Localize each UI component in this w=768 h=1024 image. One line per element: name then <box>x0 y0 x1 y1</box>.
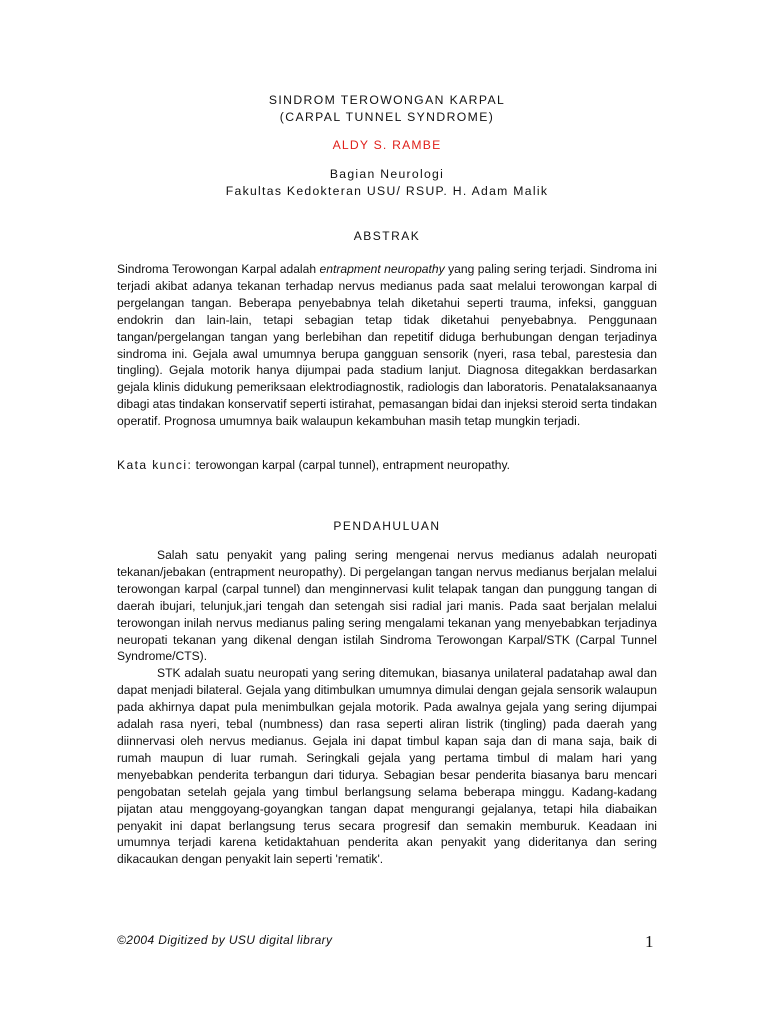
affiliation <box>117 166 657 200</box>
abstract-text-rest: yang paling sering terjadi. Sindroma ini terjadi akibat adanya tekanan terhadap nervus medianus pada saat melalui terowongan karpal di pergelangan tangan. Beberapa penyebabnya telah diketahui seperti trauma, infeksi, gangguan endokrin dan lain-lain, tetapi sebagian tetap tidak diketahui penyebabnya. Penggunaan tangan/pergelangan tangan yang berlebihan dan repetitif diduga berhubungan dengan terjadinya sindroma ini. Gejala awal umumnya berupa gangguan sensorik (nyeri, rasa tebal, parestesia dan tingling). Gejala motorik hanya dijumpai pada stadium lanjut. Diagnosa ditegakkan berdasarkan gejala klinis didukung pemeriksaan elektrodiagnostik, radiologis dan laboratoris. Penatalaksanaanya dibagi atas tindakan konservatif seperti istirahat, pemasangan bidai dan injeksi steroid serta tindakan operatif. Prognosa umumnya baik walaupun kekambuhan masih tetap mungkin terjadi. <box>117 262 657 429</box>
introduction-body <box>117 547 657 868</box>
introduction-heading: PENDAHULUAN <box>333 519 441 533</box>
title-line-1: SINDROM TEROWONGAN KARPAL <box>268 93 506 107</box>
footer-copyright: ©2004 Digitized by USU digital library <box>117 933 333 947</box>
affiliation-line-1: Bagian Neurologi <box>329 167 445 181</box>
author-name: ALDY S. RAMBE <box>332 138 442 152</box>
affiliation-line-2: Fakultas Kedokteran USU/ RSUP. H. Adam Malik <box>225 184 549 198</box>
title-line-2: (CARPAL TUNNEL SYNDROME) <box>279 110 495 124</box>
abstract-italic-term: entrapment neuropathy <box>319 262 445 276</box>
keywords <box>117 458 657 472</box>
paper-title <box>117 92 657 126</box>
abstract-heading: ABSTRAK <box>353 229 421 243</box>
introduction-paragraph-1: Salah satu penyakit yang paling sering mengenai nervus medianus adalah neuropati tekanan/jebakan (entrapment neuropathy). Di pergelangan tangan nervus medianus berjalan melalui terowongan karpal (carpal tunnel) dan menginnervasi kulit telapak tangan dan punggung tangan di daerah ibujari, telunjuk,jari tengah dan setengah sisi radial jari manis. Pada saat berjalan melalui terowongan inilah nervus medianus paling sering mengalami tekanan yang menyebabkan terjadinya neuropati tekanan yang dikenal dengan istilah Sindroma Terowongan Karpal/STK (Carpal Tunnel Syndrome/CTS). <box>117 548 657 664</box>
keywords-label: Kata kunci: <box>117 458 193 472</box>
abstract-text-start: Sindroma Terowongan Karpal adalah <box>117 262 320 276</box>
abstract-body <box>117 261 657 430</box>
page-number: 1 <box>645 932 654 951</box>
keywords-text: terowongan karpal (carpal tunnel), entrapment neuropathy. <box>192 458 510 472</box>
introduction-paragraph-2: STK adalah suatu neuropati yang sering ditemukan, biasanya unilateral padatahap awal dan dapat menjadi bilateral. Gejala yang ditimbulkan umumnya dimulai dengan gejala sensorik walaupun pada akhirnya dapat pula menimbulkan gejala motorik. Pada awalnya gejala yang sering dijumpai adalah rasa nyeri, tebal (numbness) dan rasa seperti aliran listrik (tingling) pada daerah yang diinnervasi oleh nervus medianus. Gejala ini dapat timbul kapan saja dan di mana saja, baik di rumah maupun di luar rumah. Seringkali gejala yang pertama timbul di malam hari yang menyebabkan penderita terbangun dari tidurya. Sebagian besar penderita biasanya baru mencari pengobatan setelah gejala yang timbul berlangsung selama beberapa minggu. Kadang-kadang pijatan atau menggoyang-goyangkan tangan dapat mengurangi gejalanya, tetapi hila diabaikan penyakit ini dapat berlangsung terus secara progresif dan semakin memburuk. Keadaan ini umumnya terjadi karena ketidaktahuan penderita akan penyakit yang dideritanya dan sering dikacaukan dengan penyakit lain seperti 'rematik'. <box>117 666 657 867</box>
